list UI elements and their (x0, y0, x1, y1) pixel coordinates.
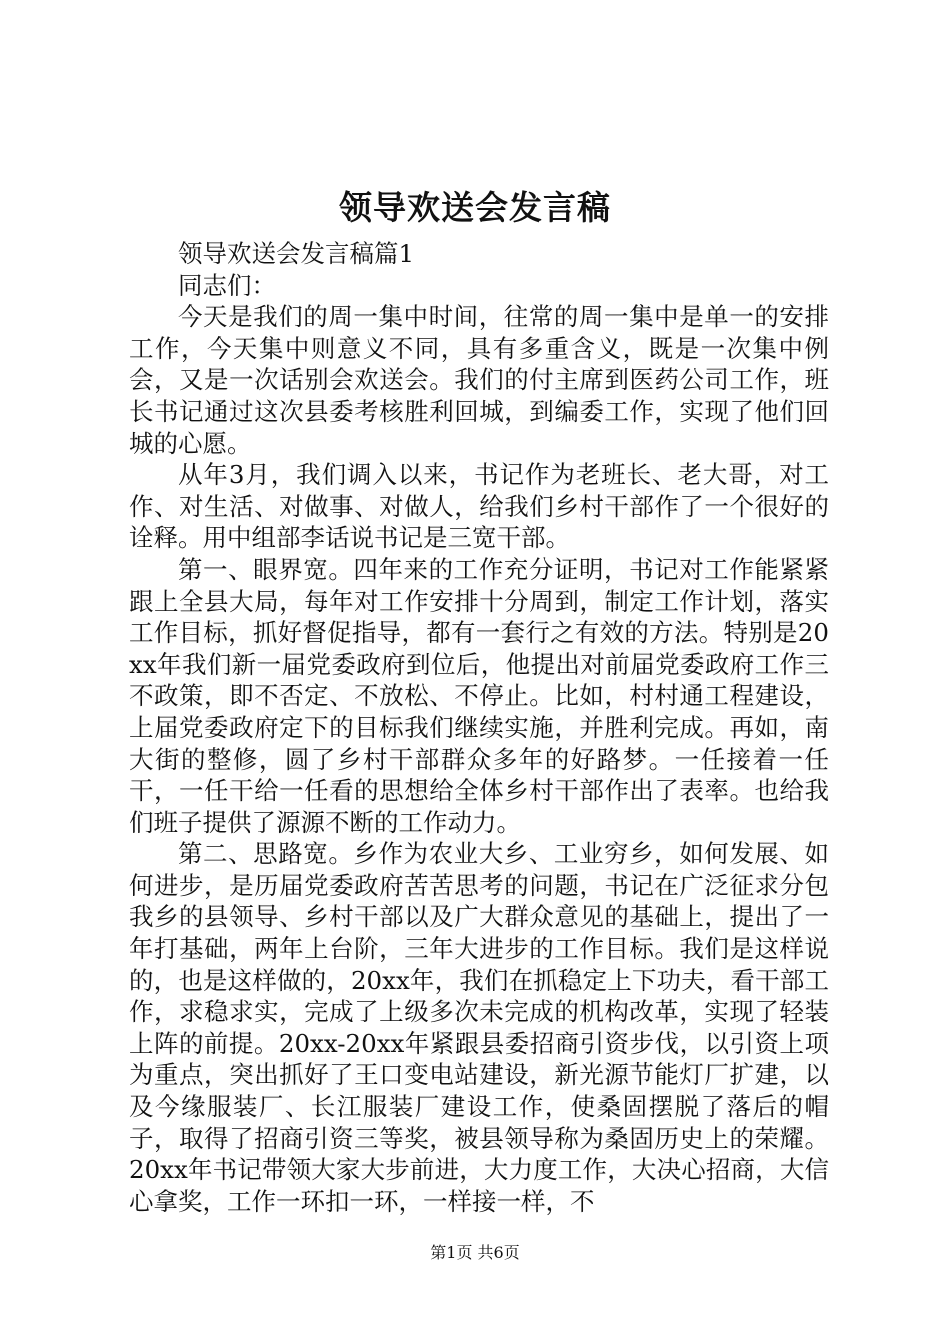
page-number: 第1页 共6页 (430, 1243, 520, 1262)
paragraph: 第二、思路宽。乡作为农业大乡、工业穷乡，如何发展、如何进步，是历届党委政府苦苦思考的问题，书记在广泛征求分包我乡的县领导、乡村干部以及广大群众意见的基础上，提出了一年打基础，两年上台阶，三年大进步的工作目标。我们是这样说的，也是这样做的，20xx年，我们在抓稳定上下功夫，看干部工作，求稳求实，完成了上级多次未完成的机构改革，实现了轻装上阵的前提。20xx-20xx年紧跟县委招商引资步伐，以引资上项为重点，突出抓好了王口变电站建设，新光源节能灯厂扩建，以及今缘服装厂、长江服装厂建设工作，使桑固摆脱了落后的帽子，取得了招商引资三等奖，被县领导称为桑固历史上的荣耀。20xx年书记带领大家大步前进，大力度工作，大决心招商，大信心拿奖，工作一环扣一环，一样接一样，不 (129, 839, 829, 1216)
paragraph: 第一、眼界宽。四年来的工作充分证明，书记对工作能紧紧跟上全县大局，每年对工作安排十分周到，制定工作计划，落实工作目标，抓好督促指导，都有一套行之有效的方法。特别是20xx年我们新一届党委政府到位后，他提出对前届党委政府工作三不政策，即不否定、不放松、不停止。比如，村村通工程建设，上届党委政府定下的目标我们继续实施，并胜利完成。再如，南大街的整修，圆了乡村干部群众多年的好路梦。一任接着一任干，一任干给一任看的思想给全体乡村干部作出了表率。也给我们班子提供了源源不断的工作动力。 (129, 554, 829, 837)
document-title: 领导欢送会发言稿 (339, 188, 611, 227)
document-body (129, 238, 829, 1217)
salutation: 同志们： (178, 270, 276, 300)
paragraph: 今天是我们的周一集中时间，往常的周一集中是单一的安排工作，今天集中则意义不同，具有多重含义，既是一次集中例会，又是一次话别会欢送会。我们的付主席到医药公司工作，班长书记通过这次县委考核胜利回城，到编委工作，实现了他们回城的心愿。 (129, 302, 829, 458)
paragraph: 从年3月，我们调入以来，书记作为老班长、老大哥，对工作、对生活、对做事、对做人，给我们乡村干部作了一个很好的诠释。用中组部李话说书记是三宽干部。 (129, 460, 829, 553)
section-heading: 领导欢送会发言稿篇1 (178, 239, 415, 268)
